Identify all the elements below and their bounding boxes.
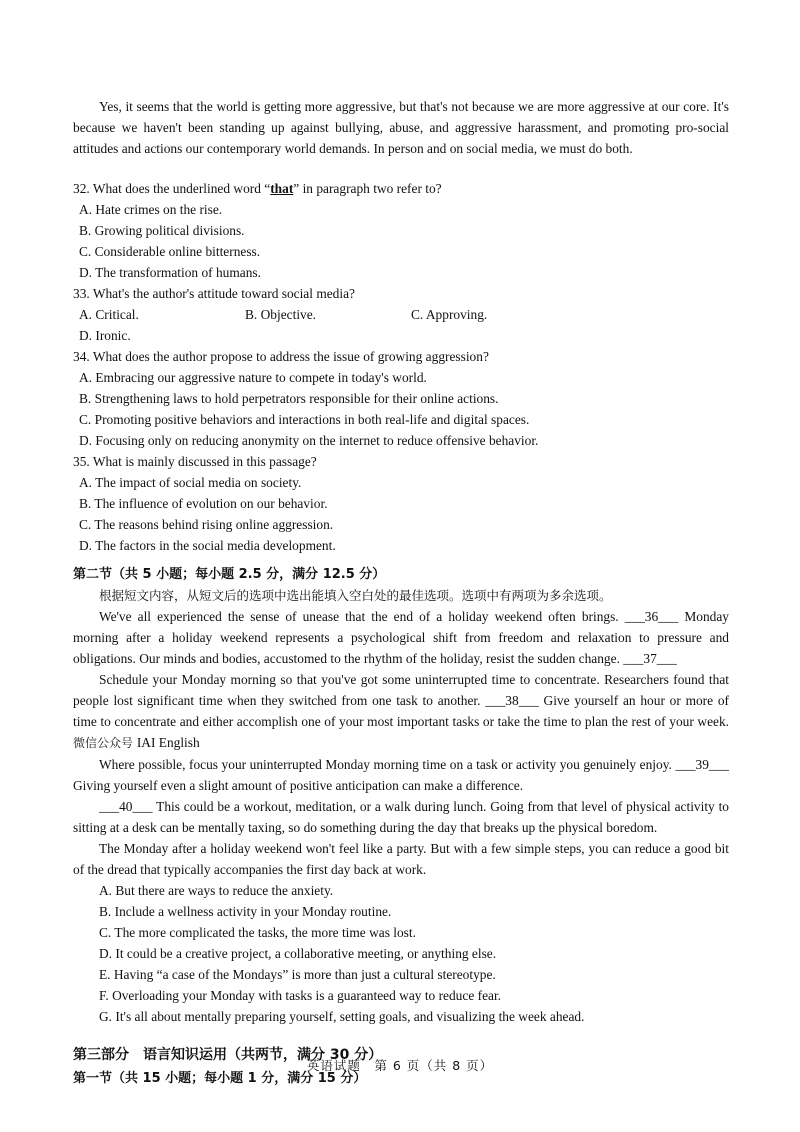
question-32-stem-post: ” in paragraph two refer to? bbox=[293, 181, 442, 196]
cloze-text: Monday morning after a holiday weekend represents a psychological shift from freedom and relaxation to pressure and obligations. Our minds and bodies, accustomed to the rhythm of the holiday, resist the sudden change. bbox=[73, 609, 729, 666]
page-footer: 英语试题 第 6 页（共 8 页） bbox=[306, 1058, 494, 1073]
option-34-a: A. Embracing our aggressive nature to compete in today's world. bbox=[79, 370, 427, 385]
blank-37: ___37___ bbox=[623, 651, 677, 666]
option-35-b: B. The influence of evolution on our behavior. bbox=[79, 496, 328, 511]
question-32-stem bbox=[73, 178, 729, 199]
watermark-english: IAI English bbox=[136, 735, 200, 750]
cloze-paragraph-5: The Monday after a holiday weekend won't feel like a party. But with a few simple steps, you can reduce a good bit of the dread that typically accompanies the first day back at work. bbox=[73, 841, 729, 877]
intro-paragraph: Yes, it seems that the world is getting more aggressive, but that's not because we are more aggressive at our core. It's because we haven't been standing up against bullying, abuse, and aggressive harassment, and promoting pro-social attitudes and actions our contemporary world demands. In person and on social media, we must do both. bbox=[73, 99, 729, 156]
section-2-heading: 第二节（共 5 小题；每小题 2.5 分，满分 12.5 分） bbox=[73, 567, 386, 582]
cloze-paragraph-2 bbox=[73, 669, 729, 754]
cloze-text: We've all experienced the sense of unease that the end of a holiday weekend often brings. bbox=[99, 609, 625, 624]
cloze-paragraph-3 bbox=[73, 754, 729, 796]
cloze-option-d: D. It could be a creative project, a collaborative meeting, or anything else. bbox=[99, 946, 497, 961]
exam-page bbox=[73, 96, 729, 1089]
blank-36: ___36___ bbox=[624, 609, 679, 624]
cloze-text: This could be a workout, meditation, or a walk during lunch. Going from that level of physical activity to sitting at a desk can be mentally taxing, so do something during the day that breaks up the physical boredom. bbox=[73, 799, 729, 835]
option-32-c: C. Considerable online bitterness. bbox=[79, 244, 261, 259]
question-35-stem: 35. What is mainly discussed in this passage? bbox=[73, 454, 317, 469]
question-34-options bbox=[73, 367, 729, 451]
cloze-text: Where possible, focus your uninterrupted Monday morning time on a task or activity you genuinely enjoy. bbox=[99, 757, 676, 772]
question-34 bbox=[73, 346, 729, 451]
cloze-options bbox=[73, 880, 729, 1027]
option-32-d: D. The transformation of humans. bbox=[79, 265, 261, 280]
cloze-option-g: G. It's all about mentally preparing yourself, setting goals, and visualizing the week ahead. bbox=[99, 1009, 585, 1024]
option-35-a: A. The impact of social media on society. bbox=[79, 475, 302, 490]
cloze-option-c: C. The more complicated the tasks, the more time was lost. bbox=[99, 925, 416, 940]
blank-40: ___40___ bbox=[99, 799, 153, 814]
question-32-stem-pre: 32. What does the underlined word “ bbox=[73, 181, 271, 196]
question-32 bbox=[73, 178, 729, 283]
option-33-b: B. Objective. bbox=[245, 307, 317, 322]
question-35 bbox=[73, 451, 729, 556]
cloze-paragraph-4 bbox=[73, 796, 729, 838]
option-33-d: D. Ironic. bbox=[79, 328, 131, 343]
cloze-text: Give yourself an hour or more of time to concentrate and either accomplish one of your most important tasks or take the time to plan the rest of your week. bbox=[73, 693, 729, 729]
cloze-option-e: E. Having “a case of the Mondays” is more than just a cultural stereotype. bbox=[99, 967, 496, 982]
option-32-b: B. Growing political divisions. bbox=[79, 223, 245, 238]
cloze-paragraph-1 bbox=[73, 606, 729, 669]
cloze-text: Giving yourself even a slight amount of positive anticipation can make a difference. bbox=[73, 778, 524, 793]
cloze-option-f: F. Overloading your Monday with tasks is a guaranteed way to reduce fear. bbox=[99, 988, 502, 1003]
option-34-d: D. Focusing only on reducing anonymity on the internet to reduce offensive behavior. bbox=[79, 433, 539, 448]
cloze-option-a: A. But there are ways to reduce the anxiety. bbox=[99, 883, 334, 898]
option-33-c: C. Approving. bbox=[411, 307, 488, 322]
question-33 bbox=[73, 283, 729, 346]
part-3-subheading: 第一节（共 15 小题；每小题 1 分，满分 15 分） bbox=[73, 1071, 367, 1086]
blank-38: ___38___ bbox=[485, 693, 539, 708]
option-35-c: C. The reasons behind rising online aggression. bbox=[79, 517, 334, 532]
blank-39: ___39___ bbox=[675, 757, 729, 772]
option-34-c: C. Promoting positive behaviors and interactions in both real-life and digital spaces. bbox=[79, 412, 530, 427]
option-35-d: D. The factors in the social media development. bbox=[79, 538, 336, 553]
question-34-stem: 34. What does the author propose to address the issue of growing aggression? bbox=[73, 349, 489, 364]
option-34-b: B. Strengthening laws to hold perpetrators responsible for their online actions. bbox=[79, 391, 499, 406]
question-35-options bbox=[73, 472, 729, 556]
cloze-text: Schedule your Monday morning so that you've got some uninterrupted time to concentrate. Researchers found that people lost significant time when they switched from one task to another. bbox=[73, 672, 729, 708]
option-33-a: A. Critical. bbox=[79, 307, 139, 322]
option-32-a: A. Hate crimes on the rise. bbox=[79, 202, 223, 217]
part-3-heading: 第三部分 语言知识运用（共两节，满分 30 分） bbox=[73, 1047, 383, 1063]
question-33-stem: 33. What's the author's attitude toward social media? bbox=[73, 286, 355, 301]
section-2-instruction: 根据短文内容，从短文后的选项中选出能填入空白处的最佳选项。选项中有两项为多余选项。 bbox=[99, 588, 612, 603]
underlined-word: that bbox=[270, 181, 294, 196]
cloze-option-b: B. Include a wellness activity in your Monday routine. bbox=[99, 904, 392, 919]
watermark-text: 微信公众号 bbox=[73, 736, 137, 750]
question-33-options bbox=[73, 304, 729, 346]
question-32-options bbox=[73, 199, 729, 283]
